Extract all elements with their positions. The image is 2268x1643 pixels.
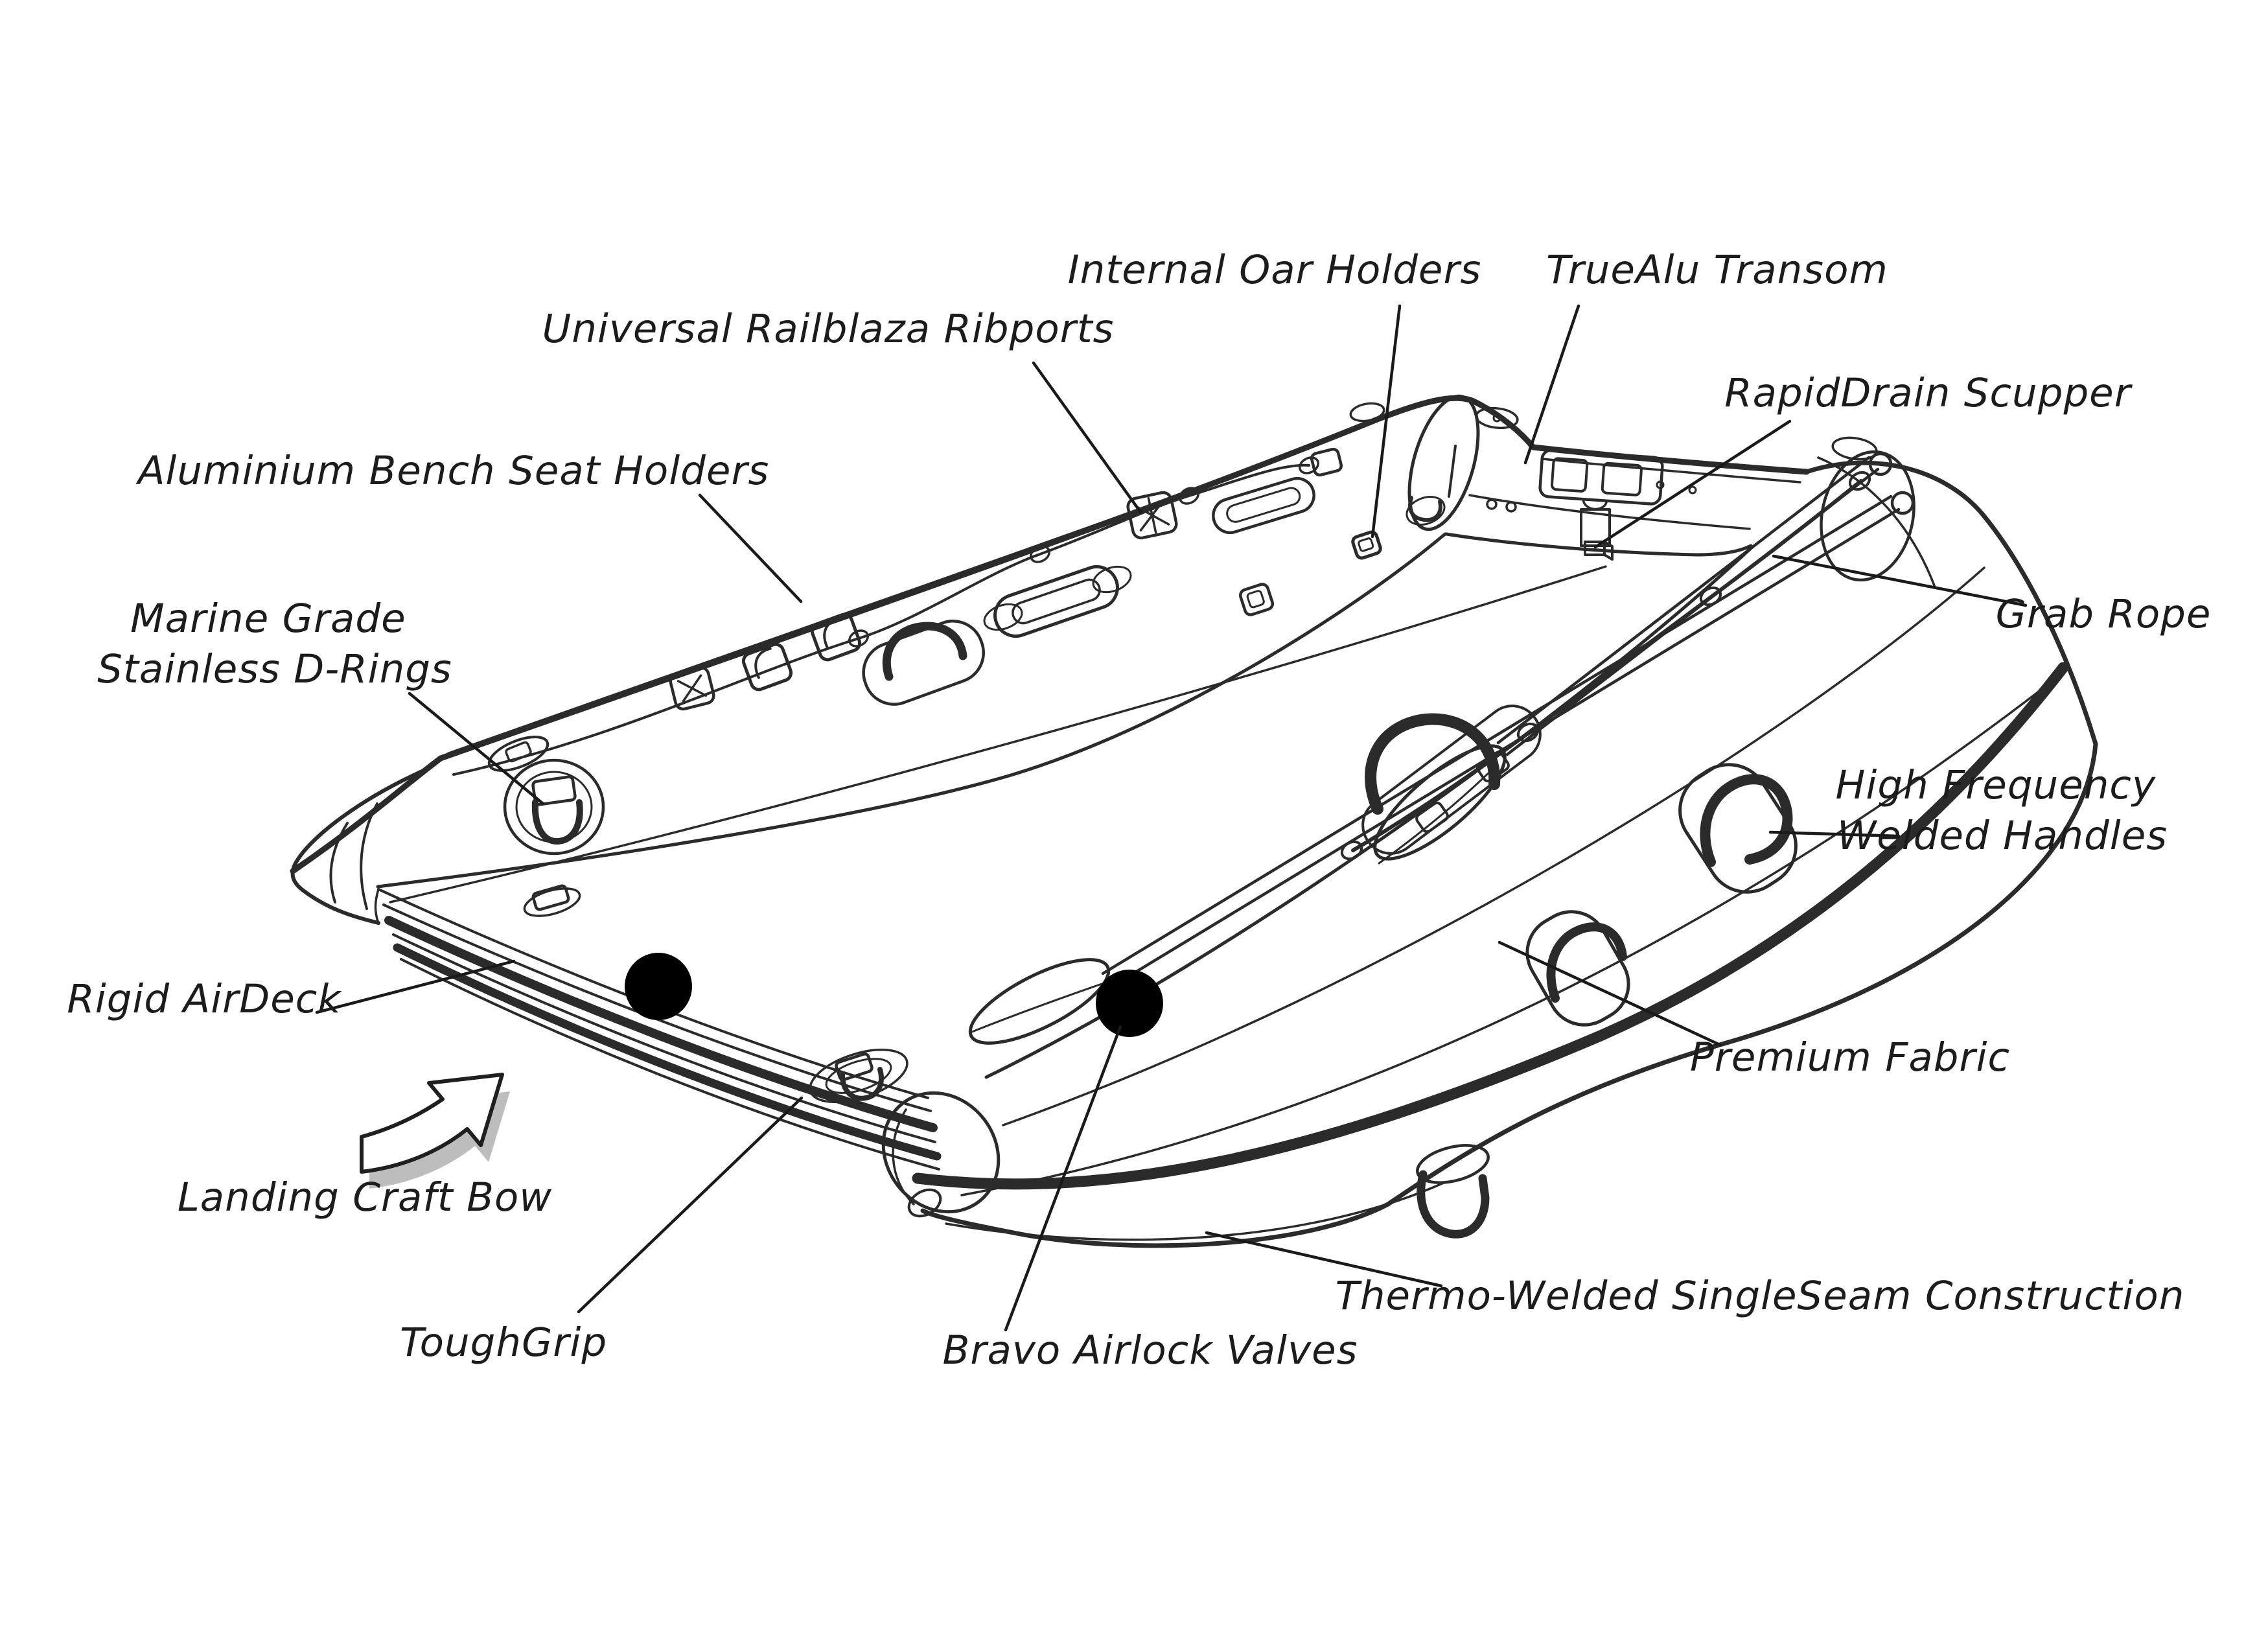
transom xyxy=(1446,446,1807,559)
oar-outer-grip xyxy=(1892,493,1913,513)
oar-outer-blade xyxy=(960,944,1120,1059)
leader-toughgrip xyxy=(579,1098,802,1312)
tube-handle-mid xyxy=(981,561,1134,642)
bench-seat-strap-fitting xyxy=(855,612,992,712)
labels xyxy=(67,247,2211,1373)
transom-left-edge xyxy=(1449,446,1455,496)
leader-universal-railblaza-ribports xyxy=(1034,363,1140,512)
oar-pad-clip-1 xyxy=(1415,801,1449,833)
leader-marine-grade-d-rings xyxy=(410,693,543,804)
label-rigid-airdeck: Rigid AirDeck xyxy=(67,976,341,1022)
hull-hanging-d-ring xyxy=(1413,1139,1492,1234)
label-toughgrip: ToughGrip xyxy=(399,1320,608,1366)
bow-right-cap xyxy=(860,1070,1023,1235)
marine-d-ring xyxy=(505,760,603,854)
label-universal-railblaza-ribports: Universal Railblaza Ribports xyxy=(542,306,1115,352)
left-tube-grab-rope xyxy=(454,465,1309,775)
leader-truealu-transom xyxy=(1525,306,1579,463)
label-marine-grade-stainless-d-rings: Marine Grade Stainless D-Rings xyxy=(97,596,452,692)
boat-line-art xyxy=(293,388,2096,1245)
oar-outer xyxy=(960,493,1913,1059)
label-aluminium-bench-seat-holders: Aluminium Bench Seat Holders xyxy=(137,448,770,494)
welded-handle-upper xyxy=(1665,749,1811,907)
label-landing-craft-bow: Landing Craft Bow xyxy=(177,1174,553,1220)
right-rope-eyelets xyxy=(1339,469,1873,863)
transom-bolt-2 xyxy=(1507,502,1516,511)
label-internal-oar-holders: Internal Oar Holders xyxy=(1067,247,1482,293)
bench-seat-bracket-2 xyxy=(810,612,862,662)
left-rope-eyelets xyxy=(847,454,1321,649)
bow-cone xyxy=(293,769,428,923)
transom-bolt-1 xyxy=(1487,500,1496,509)
label-rapiddrain-scupper: RapidDrain Scupper xyxy=(1724,370,2131,416)
landing-craft-bow-arrow xyxy=(362,1075,510,1189)
label-thermo-welded-singleseam-construction: Thermo-Welded SingleSeam Construction xyxy=(1335,1273,2185,1319)
airlock-valve-bravo xyxy=(1096,970,1163,1037)
oar-outer-shaft xyxy=(1103,496,1891,973)
floor-clip-pad xyxy=(522,883,583,922)
label-bravo-airlock-valves: Bravo Airlock Valves xyxy=(942,1327,1358,1373)
label-grab-rope: Grab Rope xyxy=(1995,591,2212,637)
left-stern-cap xyxy=(1396,388,1492,537)
leader-rapiddrain-scupper xyxy=(1595,421,1790,547)
label-truealu-transom: TrueAlu Transom xyxy=(1546,247,1888,293)
stern-clip xyxy=(1311,448,1343,476)
leader-grab-rope xyxy=(1774,556,2026,605)
inner-face-clip xyxy=(1239,583,1274,616)
welded-handle-lower xyxy=(1514,898,1641,1038)
label-high-frequency-welded-handles: High Frequency Welded Handles xyxy=(1835,762,2168,859)
airlock-valve-left xyxy=(625,953,692,1020)
bow-cone-joint xyxy=(376,889,379,923)
transom-bolt-4 xyxy=(1689,487,1696,493)
label-premium-fabric: Premium Fabric xyxy=(1690,1034,2010,1080)
leader-aluminium-bench-seat-holders xyxy=(700,495,801,601)
oar-holder-clip-2 xyxy=(1352,531,1382,559)
left-tube-inner-edge xyxy=(378,534,1445,887)
